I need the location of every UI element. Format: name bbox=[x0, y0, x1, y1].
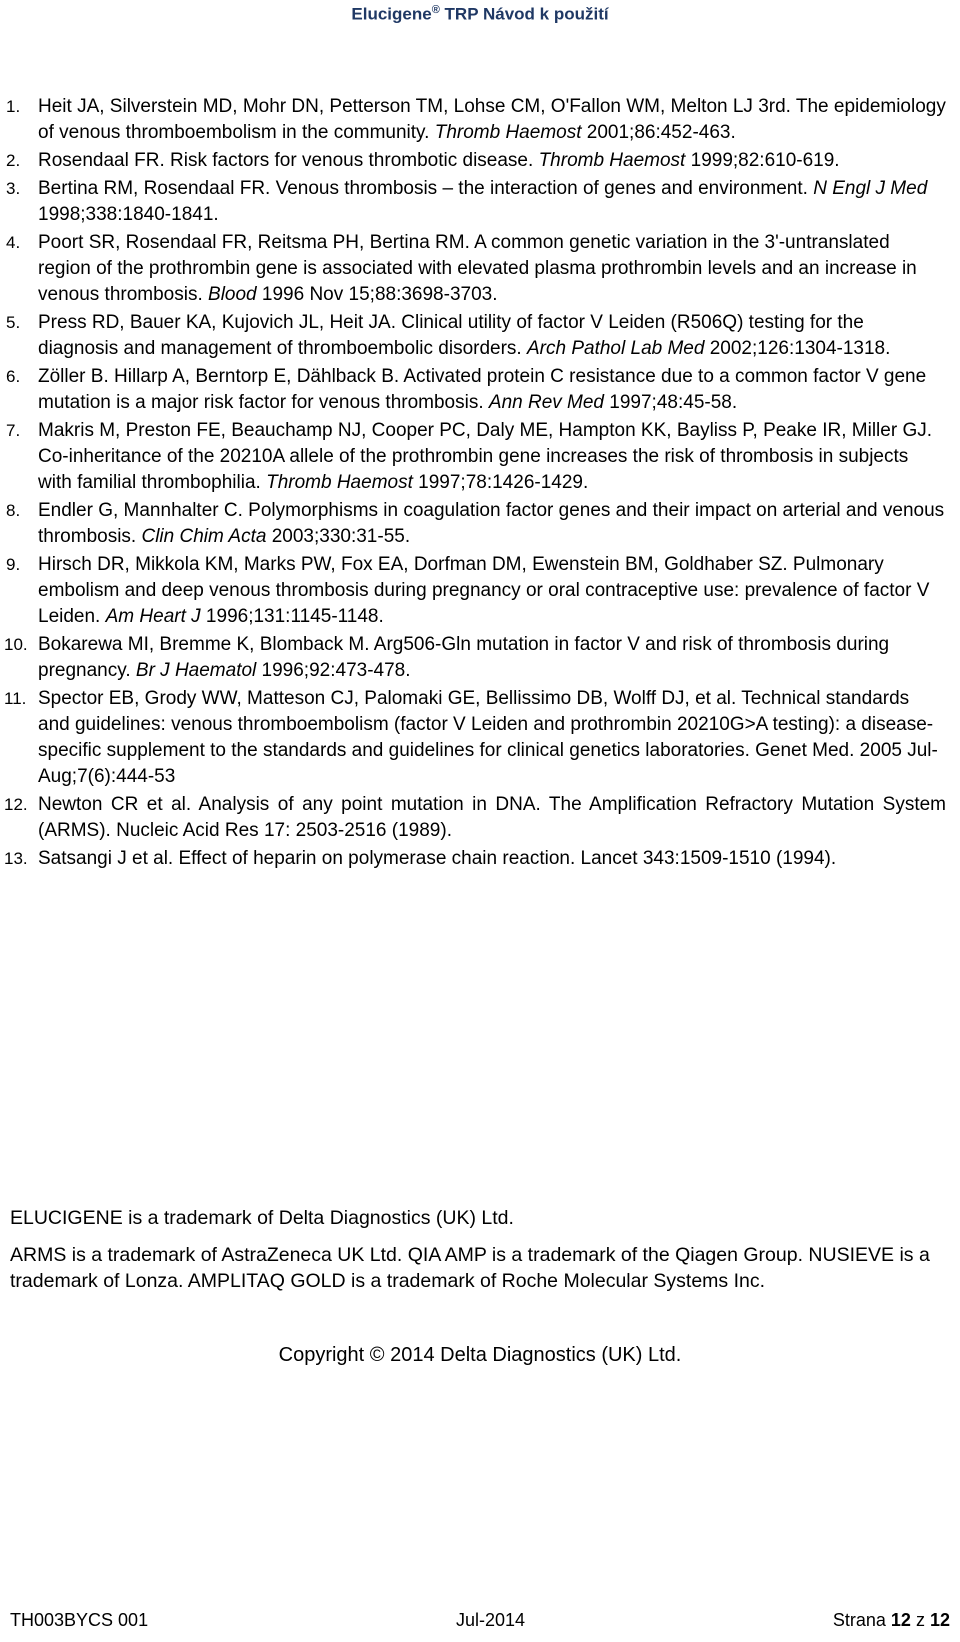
reference-text: 1996 Nov 15;88:3698-3703. bbox=[256, 284, 498, 305]
header-subtitle: TRP Návod k použití bbox=[439, 4, 609, 24]
reference-item bbox=[0, 94, 960, 146]
reference-text: Bokarewa MI, Bremme K, Blomback M. Arg506-Gln mutation in factor V and risk of thrombosis during pregnancy. bbox=[38, 634, 890, 681]
journal-title: Clin Chim Acta bbox=[141, 526, 267, 547]
reference-item bbox=[0, 498, 960, 550]
reference-text: 1998;338:1840-1841. bbox=[38, 204, 219, 225]
journal-title: Thromb Haemost bbox=[434, 122, 582, 143]
journal-title: Arch Pathol Lab Med bbox=[527, 338, 705, 359]
reference-text: 2003;330:31-55. bbox=[266, 526, 411, 547]
document-date: Jul-2014 bbox=[455, 1610, 525, 1630]
reference-item bbox=[0, 176, 960, 228]
trademark-notices bbox=[10, 1205, 950, 1305]
reference-number: 13. bbox=[4, 849, 28, 868]
reference-text: Newton CR et al. Analysis of any point mutation in DNA. The Amplification Refractory Mutation System (ARMS). Nucleic Acid Res 17: 2503-2516 (1989). bbox=[38, 794, 946, 841]
page-current: 12 bbox=[890, 1610, 911, 1630]
journal-title: Thromb Haemost bbox=[538, 150, 686, 171]
journal-title: Br J Haematol bbox=[135, 660, 257, 681]
journal-title: Thromb Haemost bbox=[266, 472, 413, 493]
page-total: 12 bbox=[929, 1610, 950, 1630]
reference-text: Poort SR, Rosendaal FR, Reitsma PH, Bertina RM. A common genetic variation in the 3'-untranslated region of the prothrombin gene is associated with elevated plasma prothrombin levels and an increase in venous thrombosis. bbox=[38, 232, 917, 305]
reference-text: Hirsch DR, Mikkola KM, Marks PW, Fox EA, Dorfman DM, Ewenstein BM, Goldhaber SZ. Pulmonary embolism and deep venous thrombosis during pregnancy or oral contraceptive use: prevalence of factor V Leiden. bbox=[38, 554, 930, 627]
reference-number: 2. bbox=[6, 151, 21, 170]
reference-item bbox=[0, 632, 960, 684]
reference-text: 1996;131:1145-1148. bbox=[200, 606, 384, 627]
reference-number: 9. bbox=[6, 555, 21, 574]
reference-number: 4. bbox=[6, 233, 21, 252]
reference-text: Makris M, Preston FE, Beauchamp NJ, Cooper PC, Daly ME, Hampton KK, Bayliss P, Peake IR, Miller GJ. Co-inheritance of the 20210A allele of the prothrombin gene increases the risk of thrombosis in subjects with familial thrombophilia. bbox=[38, 420, 933, 493]
page-of-label: z bbox=[910, 1610, 930, 1630]
journal-title: Blood bbox=[208, 284, 257, 305]
reference-text: 2001;86:452-463. bbox=[581, 122, 736, 143]
reference-number: 1. bbox=[6, 97, 21, 116]
journal-title: Am Heart J bbox=[105, 606, 201, 627]
trademark-elucigene: ELUCIGENE is a trademark of Delta Diagnostics (UK) Ltd. bbox=[10, 1207, 514, 1229]
reference-text: Press RD, Bauer KA, Kujovich JL, Heit JA. Clinical utility of factor V Leiden (R506Q) testing for the diagnosis and management of thromboembolic disorders. bbox=[38, 312, 864, 359]
reference-item bbox=[0, 846, 960, 872]
journal-title: N Engl J Med bbox=[813, 178, 928, 199]
journal-title: Ann Rev Med bbox=[488, 392, 605, 413]
page-header bbox=[0, 4, 960, 25]
document-code: TH003BYCS 001 bbox=[10, 1610, 149, 1630]
trademark-others: ARMS is a trademark of AstraZeneca UK Ltd. QIA AMP is a trademark of the Qiagen Group. NUSIEVE is a trademark of Lonza. AMPLITAQ GOLD is a trademark of Roche Molecular Systems Inc. bbox=[10, 1244, 930, 1292]
copyright-notice: Copyright © 2014 Delta Diagnostics (UK) Ltd. bbox=[278, 1344, 682, 1366]
reference-number: 11. bbox=[4, 689, 27, 708]
page-number bbox=[833, 1610, 950, 1631]
registered-mark: ® bbox=[431, 4, 440, 16]
reference-text: 1996;92:473-478. bbox=[256, 660, 411, 681]
reference-item bbox=[0, 230, 960, 308]
reference-text: Heit JA, Silverstein MD, Mohr DN, Petterson TM, Lohse CM, O'Fallon WM, Melton LJ 3rd. The epidemiology of venous thromboembolism in the community. bbox=[38, 96, 946, 143]
reference-item bbox=[0, 686, 960, 790]
reference-text: 1997;78:1426-1429. bbox=[412, 472, 589, 493]
reference-number: 12. bbox=[4, 795, 28, 814]
reference-item bbox=[0, 148, 960, 174]
page-label: Strana bbox=[832, 1610, 891, 1630]
reference-item bbox=[0, 552, 960, 630]
reference-number: 8. bbox=[6, 501, 21, 520]
header-title: Elucigene bbox=[351, 4, 432, 24]
reference-item bbox=[0, 792, 960, 844]
reference-text: Spector EB, Grody WW, Matteson CJ, Palomaki GE, Bellissimo DB, Wolff DJ, et al. Technical standards and guidelines: venous thromboembolism (factor V Leiden and prothrombin 20210G>A testing): a disease-specific supplement to the standards and guidelines for clinical genetics laboratories. Genet Med. 2005 Jul-Aug;7(6):444-53 bbox=[38, 688, 938, 787]
reference-item bbox=[0, 418, 960, 496]
reference-text: Satsangi J et al. Effect of heparin on polymerase chain reaction. Lancet 343:1509-1510 (1994). bbox=[38, 848, 837, 869]
reference-text: 1997;48:45-58. bbox=[604, 392, 738, 413]
reference-text: Zöller B. Hillarp A, Berntorp E, Dählback B. Activated protein C resistance due to a common factor V gene mutation is a major risk factor for venous thrombosis. bbox=[38, 366, 927, 413]
reference-list bbox=[0, 94, 960, 874]
reference-item bbox=[0, 310, 960, 362]
reference-item bbox=[0, 364, 960, 416]
reference-text: Bertina RM, Rosendaal FR. Venous thrombosis – the interaction of genes and environment. bbox=[38, 178, 814, 199]
page-footer bbox=[10, 1610, 950, 1631]
reference-number: 3. bbox=[6, 179, 21, 198]
reference-text: 2002;126:1304-1318. bbox=[704, 338, 891, 359]
reference-text: 1999;82:610-619. bbox=[685, 150, 840, 171]
reference-number: 6. bbox=[6, 367, 21, 386]
reference-number: 7. bbox=[6, 421, 21, 440]
reference-text: Endler G, Mannhalter C. Polymorphisms in coagulation factor genes and their impact on arterial and venous thrombosis. bbox=[38, 500, 945, 547]
reference-number: 5. bbox=[6, 313, 21, 332]
reference-text: Rosendaal FR. Risk factors for venous thrombotic disease. bbox=[38, 150, 539, 171]
reference-number: 10. bbox=[4, 635, 28, 654]
